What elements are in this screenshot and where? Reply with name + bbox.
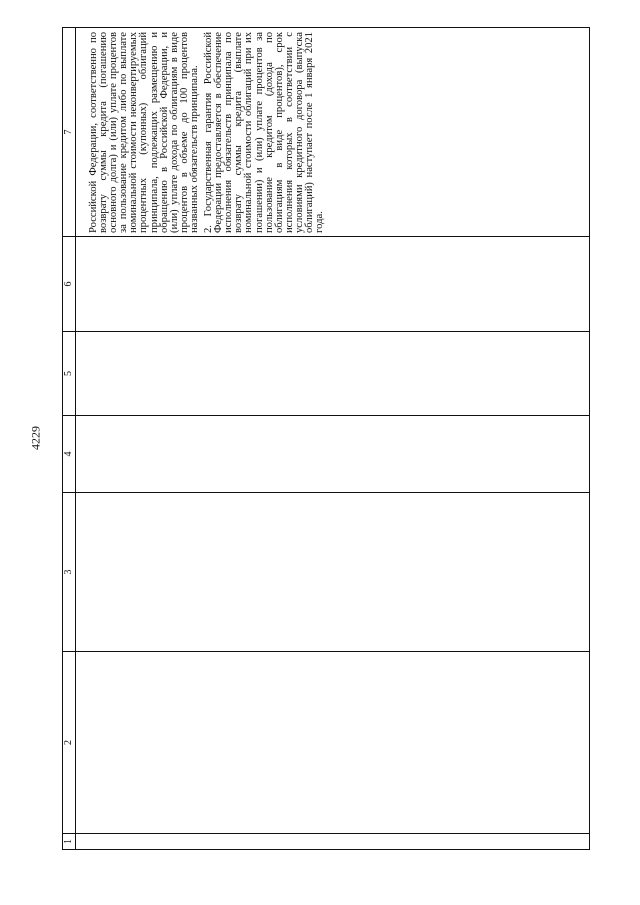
column-number-2: 2: [63, 652, 76, 834]
column-number-row: [63, 28, 76, 850]
column-number-7: 7: [63, 28, 76, 237]
column-number-6: 6: [63, 237, 76, 332]
table-cell-col5: [76, 332, 590, 416]
table-row: [76, 28, 590, 850]
table-cell-col6: [76, 237, 590, 332]
col7-paragraph-2: 2. Государственная гарантия Российской Федерации предоставляется в обеспечение исполнения обязательств принципала по возврату суммы кредита (выплате номинальной стоимости облигаций при их погашении) и (или) уплате процентов за пользование кредитом (дохода по облигациям в виде процентов), срок исполнения которых в соответствии с условиями кредитного договора (выпуска облигаций) наступает после 1 января 2021 года.: [203, 32, 326, 233]
table-cell-col3: [76, 493, 590, 652]
column-number-3: 3: [63, 493, 76, 652]
column-number-5: 5: [63, 332, 76, 416]
col7-paragraph-1: Российской Федерации, соответственно по возврату суммы кредита (погашению основного долга) и (или) уплате процентов за пользование кредитом либо по выплате номинальной стоимости неконвертируемых процентных (купонных) облигаций принципала, подлежащих размещению и обращению в Российской Федерации, и (или) уплате дохода по облигациям в виде процентов в объеме до 100 процентов названных обязательств принципала.: [88, 32, 200, 233]
table-cell-col2: [76, 652, 590, 834]
page-number-text: 4229: [28, 426, 43, 450]
column-number-1: 1: [63, 834, 76, 850]
column-number-4: 4: [63, 416, 76, 493]
table-cell-col7: [76, 28, 590, 237]
continuation-table: [62, 27, 590, 850]
table-cell-col1: [76, 834, 590, 850]
rotated-table-container: [62, 28, 580, 850]
table-cell-col4: [76, 416, 590, 493]
